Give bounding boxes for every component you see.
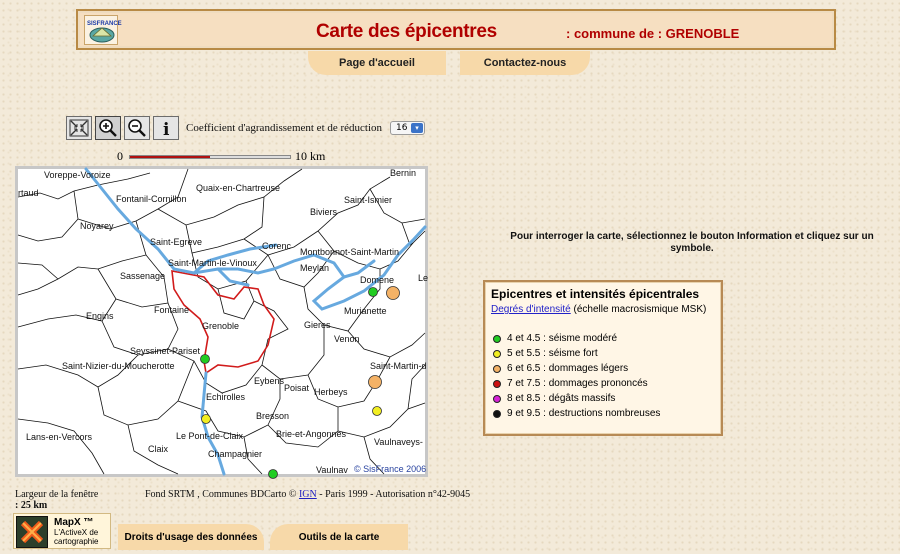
epicentre-marker[interactable] — [373, 407, 382, 416]
sisfrance-logo[interactable] — [84, 15, 122, 45]
legend-subtitle — [491, 304, 715, 315]
map-label-vaulnav: Vaulnav — [316, 465, 348, 475]
zoom-out-button[interactable] — [124, 116, 150, 140]
window-width-label: Largeur de la fenêtre — [15, 489, 99, 500]
intensity-dot-icon — [493, 335, 501, 343]
zoom-coefficient-value: 16 — [396, 123, 408, 133]
epicentre-marker[interactable] — [369, 376, 382, 389]
map-label-poisat: Poisat — [284, 383, 310, 393]
map-label-bernin: Bernin — [390, 168, 417, 178]
mapx-subtitle — [54, 528, 98, 546]
window-width-value: : 25 km — [15, 500, 48, 511]
map-label-claix: Claix — [148, 444, 169, 454]
mapx-badge[interactable] — [13, 513, 111, 549]
map-label-rtaud: rtaud — [18, 188, 39, 198]
mapx-title: MapX ™ — [54, 517, 94, 528]
intensity-degrees-link[interactable]: Degrés d'intensité — [491, 304, 571, 315]
map-label-quaix: Quaix-en-Chartreuse — [196, 183, 281, 193]
intensity-dot-icon — [493, 380, 501, 388]
intensity-dot-icon — [493, 410, 501, 418]
map-label-echirolles: Echirolles — [206, 392, 246, 402]
map-label-fontaine: Fontaine — [154, 305, 190, 315]
tab-map-tools[interactable]: Outils de la carte — [270, 524, 408, 550]
zoom-in-icon — [98, 118, 118, 138]
full-extent-icon — [69, 119, 89, 137]
map-label-grenoble: Grenoble — [202, 321, 240, 331]
map-toolbar — [66, 116, 425, 140]
page-header — [76, 9, 836, 50]
map-label-corenc: Corenc — [262, 241, 292, 251]
map-instructions: Pour interroger la carte, sélectionnez le bouton Information et cliquez sur un symbole. — [510, 231, 874, 254]
mapx-logo-icon — [16, 516, 48, 548]
map-label-pont-de-claix: Le Pont-de-Claix — [176, 431, 244, 441]
map-label-saint-nizier: Saint-Nizier-du-Moucherotte — [62, 361, 175, 371]
information-button[interactable] — [153, 116, 179, 140]
legend-item — [491, 406, 715, 421]
epicentre-marker[interactable] — [369, 288, 378, 297]
epicenter-map[interactable] — [15, 166, 428, 477]
legend-item — [491, 376, 715, 391]
map-label-voreppe: Voreppe-Voroize — [44, 170, 111, 180]
map-label-domene: Domene — [360, 275, 395, 285]
credits-authorisation: - Paris 1999 - Autorisation n°42-9045 — [319, 489, 471, 500]
map-label-saint-ismier: Saint-Ismier — [344, 195, 393, 205]
chevron-down-icon: ▾ — [411, 123, 423, 133]
map-label-murianette: Murianette — [344, 306, 387, 316]
info-icon — [156, 118, 176, 138]
map-label-vaulnaveys: Vaulnaveys- — [374, 437, 423, 447]
intensity-dot-icon — [493, 365, 501, 373]
epicentre-marker[interactable] — [202, 415, 211, 424]
full-extent-button[interactable] — [66, 116, 92, 140]
scale-end-label: 10 km — [295, 149, 326, 163]
map-label-saint-martin-le-vinoux: Saint-Martin-le-Vinoux — [168, 258, 257, 268]
legend-title: Epicentres et intensités épicentrales — [491, 287, 700, 301]
map-copyright: © SisFrance 2006 — [354, 464, 427, 474]
epicentre-marker[interactable] — [269, 470, 278, 479]
svg-text:i: i — [163, 120, 170, 140]
window-width — [15, 489, 98, 511]
map-label-fontanil: Fontanil-Cornillon — [116, 194, 187, 204]
zoom-out-icon — [127, 118, 147, 138]
epicentre-marker[interactable] — [387, 287, 400, 300]
tab-data-rights[interactable]: Droits d'usage des données — [118, 524, 264, 550]
intensity-dot-icon — [493, 350, 501, 358]
map-label-biviers: Biviers — [310, 207, 338, 217]
map-label-brie: Brie-et-Angonnes — [276, 429, 347, 439]
legend-item-label: 4 et 4.5 : séisme modéré — [507, 333, 618, 344]
legend-items — [491, 331, 715, 421]
zoom-coefficient-select[interactable] — [390, 121, 425, 135]
legend-item — [491, 391, 715, 406]
map-label-lans: Lans-en-Vercors — [26, 432, 93, 442]
map-label-meylan: Meylan — [300, 263, 330, 273]
intensity-dot-icon — [493, 395, 501, 403]
map-label-saint-martin-d: Saint-Martin-d — [370, 361, 427, 371]
nav-home-link[interactable]: Page d'accueil — [308, 51, 446, 75]
map-label-noyarey: Noyarey — [80, 221, 114, 231]
scale-bar — [129, 155, 291, 159]
map-label-engins: Engins — [86, 311, 114, 321]
map-label-venon: Venon — [334, 334, 360, 344]
map-label-seyssinet: Seyssinet-Pariset — [130, 346, 201, 356]
map-label-herbeys: Herbeys — [314, 387, 348, 397]
map-label-saint-egreve: Saint-Egreve — [150, 237, 203, 247]
map-label-sassenage: Sassenage — [120, 271, 166, 281]
legend-item — [491, 346, 715, 361]
svg-text:SISFRANCE: SISFRANCE — [87, 21, 122, 27]
legend-item-label: 5 et 5.5 : séisme fort — [507, 348, 598, 359]
credits-text: Fond SRTM , Communes BDCarto © — [145, 489, 297, 500]
map-label-gieres: Gieres — [304, 320, 331, 330]
map-label-eybens: Eybens — [254, 376, 285, 386]
page-subtitle: : commune de : GRENOBLE — [566, 26, 740, 41]
ign-link[interactable]: IGN — [298, 489, 317, 500]
epicentre-marker[interactable] — [201, 355, 210, 364]
zoom-in-button[interactable] — [95, 116, 121, 140]
legend-item — [491, 361, 715, 376]
map-label-le: Le — [418, 273, 429, 283]
map-label-champagnier: Champagnier — [208, 449, 263, 459]
legend-scale-note: (échelle macrosismique MSK) — [573, 304, 707, 315]
nav-contact-link[interactable]: Contactez-nous — [460, 51, 590, 75]
legend-item — [491, 331, 715, 346]
legend-item-label: 6 et 6.5 : dommages légers — [507, 363, 629, 374]
zoom-coefficient-label: Coefficient d'agrandissement et de réduction — [186, 122, 383, 134]
map-label-bresson: Bresson — [256, 411, 290, 421]
scale-start-label: 0 — [117, 149, 123, 163]
intensity-legend — [483, 280, 723, 436]
legend-item-label: 8 et 8.5 : dégâts massifs — [507, 393, 616, 404]
map-label-montbonnot: Montbonnot-Saint-Martin — [300, 247, 400, 257]
page-title: Carte des épicentres — [316, 21, 497, 42]
map-credits — [145, 489, 475, 501]
mapx-subtitle-line2: cartographie — [54, 537, 99, 546]
legend-item-label: 7 et 7.5 : dommages prononcés — [507, 378, 648, 389]
mapx-subtitle-line1: L'ActiveX de — [54, 528, 99, 537]
legend-item-label: 9 et 9.5 : destructions nombreuses — [507, 408, 661, 419]
